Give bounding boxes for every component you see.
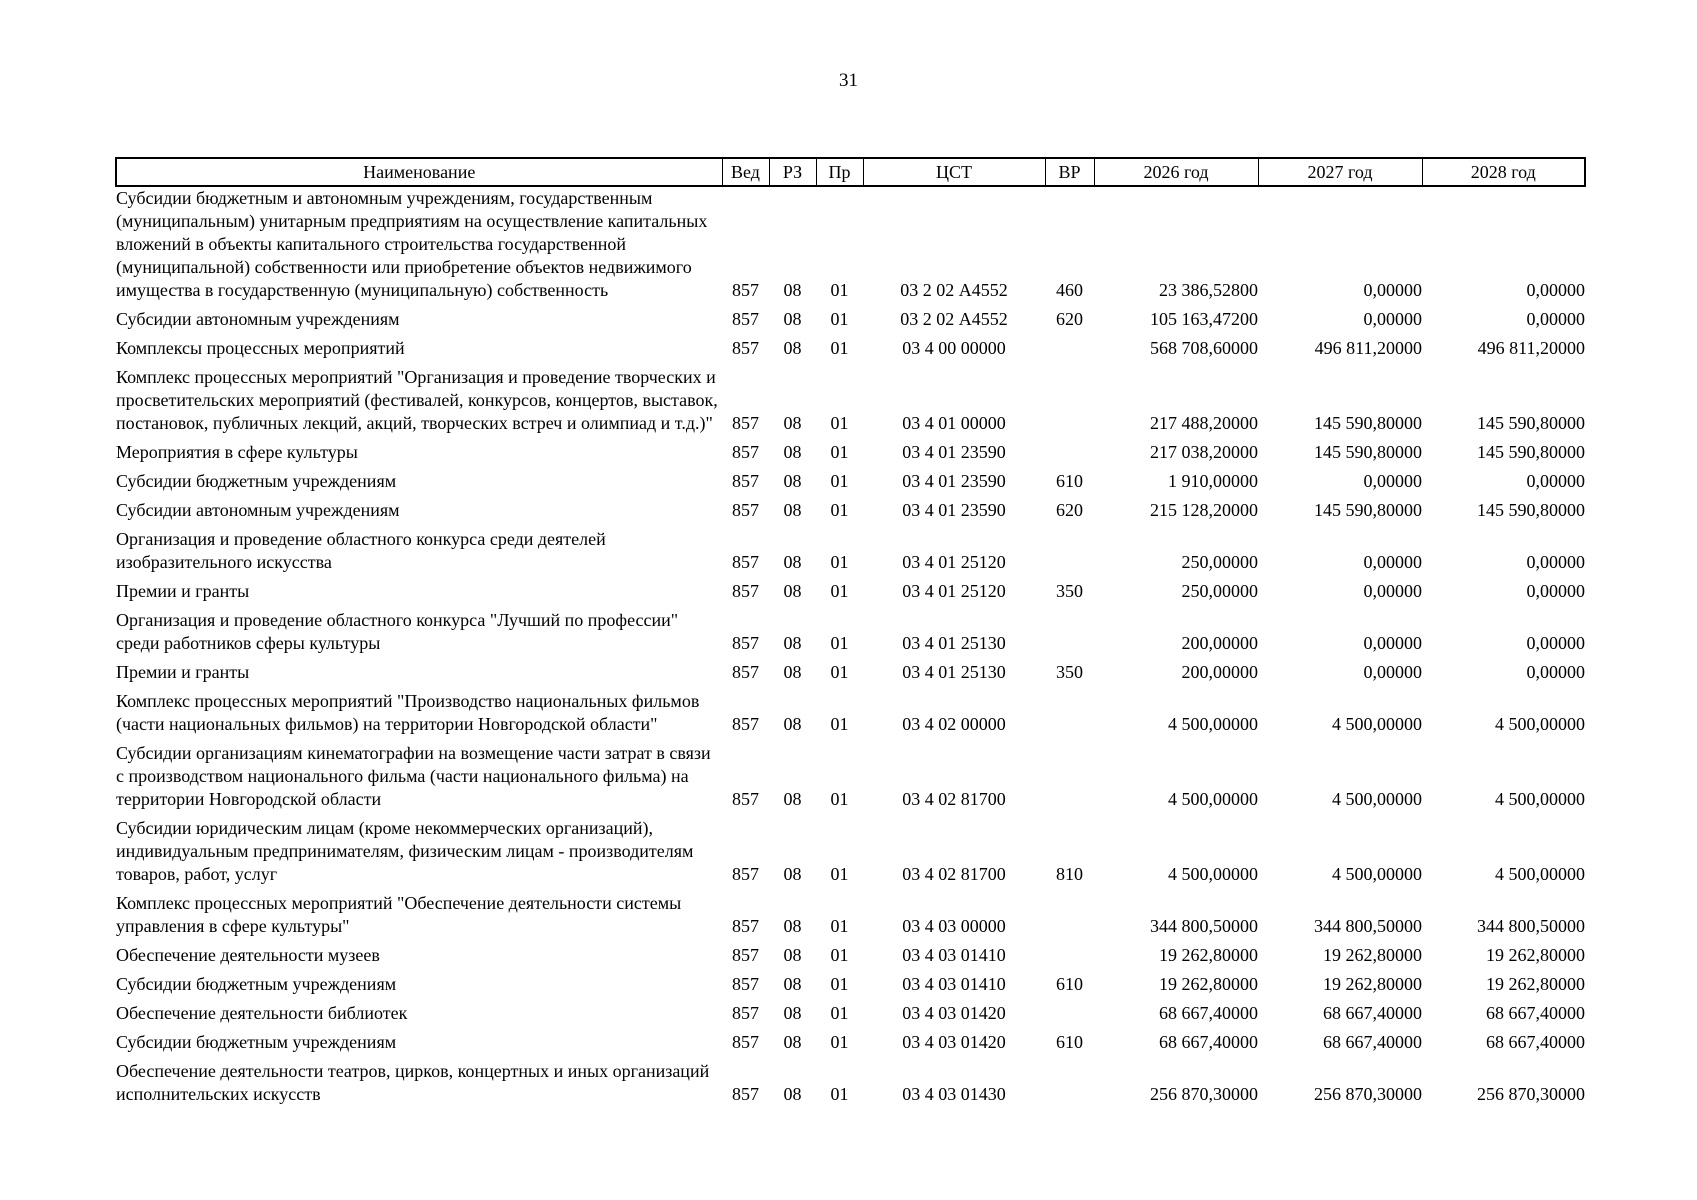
cell-vr [1045, 944, 1094, 973]
cell-2028: 4 500,00000 [1495, 714, 1585, 734]
row-name: Комплекс процессных мероприятий "Организация и проведение творческих и просветительских мероприятий (фестивалей, конкурсов, концертов, выставок, постановок, публичных лекций, акций, творческих встреч и олимпиад и т.д.)" [116, 367, 718, 433]
cell-pr: 01 [830, 1084, 849, 1104]
cell-pr: 01 [830, 864, 849, 884]
cell-2028: 145 590,80000 [1477, 442, 1585, 462]
cell-2027: 4 500,00000 [1332, 864, 1422, 884]
table-row [116, 470, 1585, 499]
table-row [116, 441, 1585, 470]
cell-rz: 08 [783, 280, 802, 300]
cell-cst: 03 4 01 23590 [902, 471, 1006, 491]
table-row [116, 944, 1585, 973]
cell-2028: 344 800,50000 [1477, 916, 1585, 936]
cell-2028: 68 667,40000 [1486, 1003, 1585, 1023]
row-name: Обеспечение деятельности библиотек [116, 1003, 408, 1023]
row-name: Субсидии бюджетным учреждениям [116, 471, 397, 491]
table-row [116, 1060, 1585, 1112]
cell-2026: 200,00000 [1181, 662, 1258, 682]
cell-2026: 217 488,20000 [1150, 413, 1258, 433]
row-name: Субсидии юридическим лицам (кроме некоммерческих организаций), индивидуальным предпринимателям, физическим лицам - производителям товаров, работ, услуг [116, 818, 694, 884]
cell-pr: 01 [830, 413, 849, 433]
cell-cst: 03 4 01 25120 [902, 552, 1006, 572]
cell-pr: 01 [830, 945, 849, 965]
cell-ved: 857 [732, 500, 759, 520]
cell-2027: 19 262,80000 [1323, 945, 1422, 965]
cell-rz: 08 [783, 714, 802, 734]
cell-2026: 105 163,47200 [1150, 309, 1258, 329]
cell-2027: 256 870,30000 [1314, 1084, 1422, 1104]
header-ved: Вед [722, 158, 769, 186]
cell-ved: 857 [732, 714, 759, 734]
row-name: Премии и гранты [116, 662, 250, 682]
cell-2027: 68 667,40000 [1323, 1032, 1422, 1052]
cell-cst: 03 4 03 01430 [902, 1084, 1006, 1104]
cell-2026: 1 910,00000 [1168, 471, 1258, 491]
cell-2028: 0,00000 [1526, 280, 1585, 300]
cell-cst: 03 4 01 25130 [902, 633, 1006, 653]
row-name: Субсидии бюджетным учреждениям [116, 1032, 397, 1052]
cell-2028: 256 870,30000 [1477, 1084, 1585, 1104]
cell-vr [1045, 892, 1094, 944]
cell-2027: 145 590,80000 [1314, 442, 1422, 462]
cell-ved: 857 [732, 338, 759, 358]
row-name: Организация и проведение областного конкурса "Лучший по профессии" среди работников сферы культуры [116, 610, 679, 653]
cell-ved: 857 [732, 945, 759, 965]
page-number: 31 [839, 70, 858, 91]
cell-rz: 08 [783, 552, 802, 572]
cell-2027: 0,00000 [1363, 280, 1422, 300]
cell-vr [1045, 609, 1094, 661]
cell-2028: 19 262,80000 [1486, 945, 1585, 965]
cell-2027: 0,00000 [1363, 471, 1422, 491]
cell-rz: 08 [783, 633, 802, 653]
cell-pr: 01 [830, 309, 849, 329]
cell-2027: 145 590,80000 [1314, 500, 1422, 520]
cell-vr: 810 [1056, 864, 1083, 884]
cell-2026: 19 262,80000 [1159, 945, 1258, 965]
cell-vr: 610 [1056, 1032, 1083, 1052]
cell-cst: 03 4 01 25120 [902, 581, 1006, 601]
cell-rz: 08 [783, 471, 802, 491]
cell-vr: 610 [1056, 974, 1083, 994]
table-row [116, 580, 1585, 609]
cell-vr [1045, 690, 1094, 742]
cell-2028: 0,00000 [1526, 471, 1585, 491]
cell-vr: 620 [1056, 309, 1083, 329]
cell-2027: 0,00000 [1363, 633, 1422, 653]
cell-2027: 0,00000 [1363, 309, 1422, 329]
cell-pr: 01 [830, 714, 849, 734]
cell-2027: 19 262,80000 [1323, 974, 1422, 994]
header-name: Наименование [116, 158, 722, 186]
cell-cst: 03 4 00 00000 [902, 338, 1006, 358]
cell-rz: 08 [783, 1003, 802, 1023]
cell-vr [1045, 366, 1094, 441]
cell-2028: 4 500,00000 [1495, 789, 1585, 809]
table-row [116, 892, 1585, 944]
cell-rz: 08 [783, 662, 802, 682]
header-rz: РЗ [769, 158, 816, 186]
cell-rz: 08 [783, 309, 802, 329]
header-vr: ВР [1045, 158, 1094, 186]
cell-rz: 08 [783, 1032, 802, 1052]
table-row [116, 186, 1585, 308]
cell-2026: 217 038,20000 [1150, 442, 1258, 462]
table-row [116, 1002, 1585, 1031]
cell-ved: 857 [732, 552, 759, 572]
cell-rz: 08 [783, 1084, 802, 1104]
cell-ved: 857 [732, 280, 759, 300]
table-row [116, 742, 1585, 817]
row-name: Комплекс процессных мероприятий "Производство национальных фильмов (части национальных фильмов) на территории Новгородской области" [116, 691, 700, 734]
cell-ved: 857 [732, 309, 759, 329]
cell-2026: 250,00000 [1181, 581, 1258, 601]
cell-pr: 01 [830, 1032, 849, 1052]
row-name: Комплексы процессных мероприятий [116, 338, 405, 358]
cell-cst: 03 4 01 23590 [902, 500, 1006, 520]
cell-2027: 344 800,50000 [1314, 916, 1422, 936]
cell-pr: 01 [830, 442, 849, 462]
cell-pr: 01 [830, 916, 849, 936]
cell-2026: 200,00000 [1181, 633, 1258, 653]
cell-2027: 4 500,00000 [1332, 789, 1422, 809]
cell-ved: 857 [732, 633, 759, 653]
cell-cst: 03 2 02 А4552 [900, 280, 1008, 300]
cell-rz: 08 [783, 916, 802, 936]
cell-2027: 0,00000 [1363, 552, 1422, 572]
row-name: Обеспечение деятельности музеев [116, 945, 380, 965]
cell-2028: 145 590,80000 [1477, 413, 1585, 433]
cell-vr: 460 [1056, 280, 1083, 300]
cell-vr [1045, 1002, 1094, 1031]
table-header-row [116, 158, 1585, 186]
cell-vr: 350 [1056, 662, 1083, 682]
cell-cst: 03 4 01 25130 [902, 662, 1006, 682]
cell-vr [1045, 337, 1094, 366]
row-name: Обеспечение деятельности театров, цирков, концертных и иных организаций исполнительских искусств [116, 1061, 710, 1104]
cell-rz: 08 [783, 500, 802, 520]
cell-rz: 08 [783, 581, 802, 601]
cell-cst: 03 4 01 23590 [902, 442, 1006, 462]
cell-ved: 857 [732, 581, 759, 601]
cell-ved: 857 [732, 662, 759, 682]
row-name: Организация и проведение областного конкурса среди деятелей изобразительного искусства [116, 529, 606, 572]
row-name: Премии и гранты [116, 581, 250, 601]
table-row [116, 337, 1585, 366]
cell-cst: 03 4 03 01410 [902, 974, 1006, 994]
header-2027: 2027 год [1258, 158, 1422, 186]
cell-pr: 01 [830, 633, 849, 653]
row-name: Субсидии автономным учреждениям [116, 500, 400, 520]
cell-cst: 03 4 02 81700 [902, 789, 1006, 809]
header-2026: 2026 год [1094, 158, 1258, 186]
cell-vr: 350 [1056, 581, 1083, 601]
cell-cst: 03 4 02 00000 [902, 714, 1006, 734]
cell-cst: 03 4 02 81700 [902, 864, 1006, 884]
cell-2026: 4 500,00000 [1168, 864, 1258, 884]
table-row [116, 499, 1585, 528]
cell-cst: 03 4 03 01410 [902, 945, 1006, 965]
cell-2027: 0,00000 [1363, 662, 1422, 682]
row-name: Субсидии автономным учреждениям [116, 309, 400, 329]
row-name: Субсидии бюджетным и автономным учреждениям, государственным (муниципальным) унитарным предприятиям на осуществление капитальных вложений в объекты капитального строительства государственной (муниципальной) собственности или приобретение объектов недвижимого имущества в государственную (муниципальную) собственность [116, 188, 708, 300]
cell-2027: 0,00000 [1363, 581, 1422, 601]
cell-ved: 857 [732, 471, 759, 491]
cell-2027: 68 667,40000 [1323, 1003, 1422, 1023]
cell-2026: 4 500,00000 [1168, 714, 1258, 734]
cell-rz: 08 [783, 974, 802, 994]
cell-ved: 857 [732, 789, 759, 809]
cell-2028: 4 500,00000 [1495, 864, 1585, 884]
table-row [116, 609, 1585, 661]
cell-2028: 496 811,20000 [1477, 338, 1585, 358]
cell-ved: 857 [732, 1084, 759, 1104]
header-cst: ЦСТ [863, 158, 1045, 186]
cell-2028: 0,00000 [1526, 662, 1585, 682]
cell-vr [1045, 441, 1094, 470]
cell-2028: 0,00000 [1526, 552, 1585, 572]
cell-2026: 68 667,40000 [1159, 1003, 1258, 1023]
cell-vr: 610 [1056, 471, 1083, 491]
table-row [116, 308, 1585, 337]
header-2028: 2028 год [1422, 158, 1585, 186]
header-pr: Пр [816, 158, 863, 186]
cell-2026: 4 500,00000 [1168, 789, 1258, 809]
cell-cst: 03 4 03 01420 [902, 1003, 1006, 1023]
cell-pr: 01 [830, 1003, 849, 1023]
table-row [116, 973, 1585, 1002]
cell-cst: 03 2 02 А4552 [900, 309, 1008, 329]
cell-2028: 0,00000 [1526, 309, 1585, 329]
cell-2026: 19 262,80000 [1159, 974, 1258, 994]
cell-pr: 01 [830, 974, 849, 994]
cell-2026: 23 386,52800 [1159, 280, 1258, 300]
cell-pr: 01 [830, 662, 849, 682]
cell-ved: 857 [732, 864, 759, 884]
cell-2026: 215 128,20000 [1150, 500, 1258, 520]
cell-2028: 68 667,40000 [1486, 1032, 1585, 1052]
table-row [116, 690, 1585, 742]
cell-rz: 08 [783, 945, 802, 965]
cell-pr: 01 [830, 552, 849, 572]
cell-2028: 19 262,80000 [1486, 974, 1585, 994]
cell-pr: 01 [830, 338, 849, 358]
cell-ved: 857 [732, 1003, 759, 1023]
table-body [116, 186, 1585, 1112]
row-name: Субсидии бюджетным учреждениям [116, 974, 397, 994]
cell-2026: 256 870,30000 [1150, 1084, 1258, 1104]
cell-cst: 03 4 01 00000 [902, 413, 1006, 433]
cell-rz: 08 [783, 864, 802, 884]
cell-pr: 01 [830, 500, 849, 520]
cell-ved: 857 [732, 974, 759, 994]
table-row [116, 817, 1585, 892]
cell-2028: 0,00000 [1526, 633, 1585, 653]
cell-2026: 68 667,40000 [1159, 1032, 1258, 1052]
cell-vr [1045, 528, 1094, 580]
cell-ved: 857 [732, 442, 759, 462]
cell-2028: 0,00000 [1526, 581, 1585, 601]
cell-ved: 857 [732, 916, 759, 936]
cell-2026: 344 800,50000 [1150, 916, 1258, 936]
cell-pr: 01 [830, 280, 849, 300]
row-name: Комплекс процессных мероприятий "Обеспечение деятельности системы управления в сфере культуры" [116, 893, 682, 936]
budget-table [115, 157, 1586, 1112]
cell-2027: 4 500,00000 [1332, 714, 1422, 734]
cell-2026: 568 708,60000 [1150, 338, 1258, 358]
cell-2026: 250,00000 [1181, 552, 1258, 572]
cell-pr: 01 [830, 471, 849, 491]
cell-cst: 03 4 03 00000 [902, 916, 1006, 936]
cell-rz: 08 [783, 442, 802, 462]
cell-cst: 03 4 03 01420 [902, 1032, 1006, 1052]
table-row [116, 528, 1585, 580]
table-row [116, 366, 1585, 441]
cell-2027: 145 590,80000 [1314, 413, 1422, 433]
table-row [116, 1031, 1585, 1060]
cell-rz: 08 [783, 789, 802, 809]
cell-pr: 01 [830, 581, 849, 601]
row-name: Субсидии организациям кинематографии на возмещение части затрат в связи с производством национального фильма (части национального фильма) на территории Новгородской области [116, 743, 711, 809]
cell-vr [1045, 1060, 1094, 1112]
cell-2027: 496 811,20000 [1314, 338, 1422, 358]
cell-2028: 145 590,80000 [1477, 500, 1585, 520]
cell-ved: 857 [732, 413, 759, 433]
cell-rz: 08 [783, 338, 802, 358]
row-name: Мероприятия в сфере культуры [116, 442, 358, 462]
cell-pr: 01 [830, 789, 849, 809]
table-row [116, 661, 1585, 690]
cell-ved: 857 [732, 1032, 759, 1052]
cell-vr [1045, 742, 1094, 817]
cell-vr: 620 [1056, 500, 1083, 520]
cell-rz: 08 [783, 413, 802, 433]
